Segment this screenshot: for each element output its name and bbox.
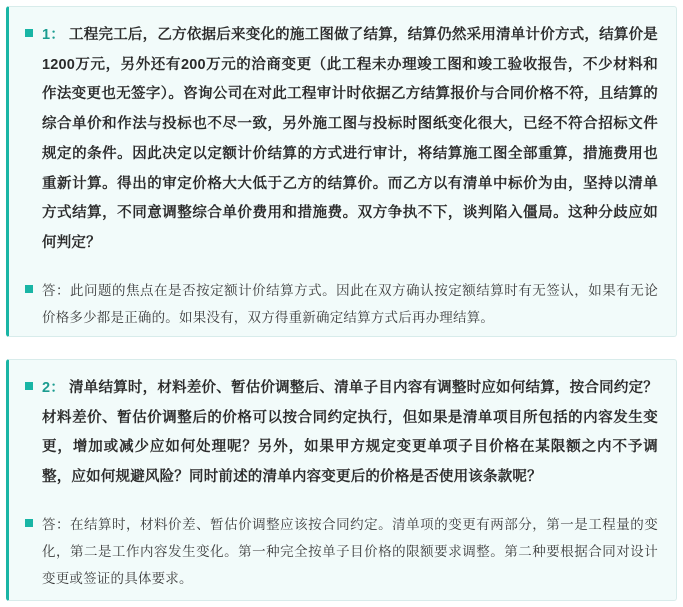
square-bullet-icon: [25, 29, 33, 37]
answer-content-1: 此问题的焦点在是否按定额计价结算方式。因此在双方确认按定额结算时有无签认，如果有无论价格多少都是正确的。如果没有，双方得重新确定结算方式后再办理结算。: [42, 282, 658, 325]
answer-label-1: 答：: [42, 282, 71, 298]
question-body-1: [42, 21, 658, 259]
answer-content-2: 在结算时，材料价差、暂估价调整应该按合同约定。清单项的变更有两部分，第一是工程量的变化，第二是工作内容发生变化。第一种完全按单子目价格的限额要求调整。第二种要根据合同对设计变更或签证的具体要求。: [42, 516, 658, 586]
question-content-1: 工程完工后，乙方依据后来变化的施工图做了结算，结算仍然采用清单计价方式，结算价是1200万元，另外还有200万元的洽商变更（此工程未办理竣工图和竣工验收报告，不少材料和作法变更也无签字）。咨询公司在对此工程审计时依据乙方结算报价与合同价格不符，且结算的综合单价和作法与投标也不尽一致，另外施工图与投标时图纸变化很大，已经不符合招标文件规定的条件。因此决定以定额计价结算的方式进行审计，将结算施工图全部重算，措施费用也重新计算。得出的审定价格大大低于乙方的结算价。而乙方以有清单中标价为由，坚持以清单方式结算，不同意调整综合单价费用和措施费。双方争执不下，谈判陷入僵局。这种分歧应如何判定？: [42, 27, 658, 252]
question-content-2: 清单结算时，材料差价、暂估价调整后、清单子目内容有调整时应如何结算，按合同约定？材料差价、暂估价调整后的价格可以按合同约定执行，但如果是清单项目所包括的内容发生变更，增加或减少应如何处理呢？另外，如果甲方规定变更单项子目价格在某限额之内不予调整，应如何规避风险？同时前述的清单内容变更后的价格是否使用该条款呢？: [42, 379, 658, 485]
question-text-2: [42, 374, 658, 493]
question-block-2: [25, 374, 658, 493]
answer-body-1: [42, 277, 658, 331]
qa-card-2: [6, 359, 677, 601]
answer-text-1: [42, 277, 658, 331]
qa-card-1: [6, 6, 677, 337]
question-body-2: [42, 374, 658, 493]
answer-block-1: [25, 277, 658, 331]
answer-label-2: 答：: [42, 516, 71, 532]
square-bullet-icon: [25, 285, 33, 293]
answer-text-2: [42, 511, 658, 592]
answer-block-2: [25, 511, 658, 592]
question-number-2: 2：: [42, 379, 66, 396]
square-bullet-icon: [25, 382, 33, 390]
square-bullet-icon: [25, 519, 33, 527]
question-number-1: 1：: [42, 27, 66, 43]
question-text-1: [42, 21, 658, 259]
question-block-1: [25, 21, 658, 259]
answer-body-2: [42, 511, 658, 592]
